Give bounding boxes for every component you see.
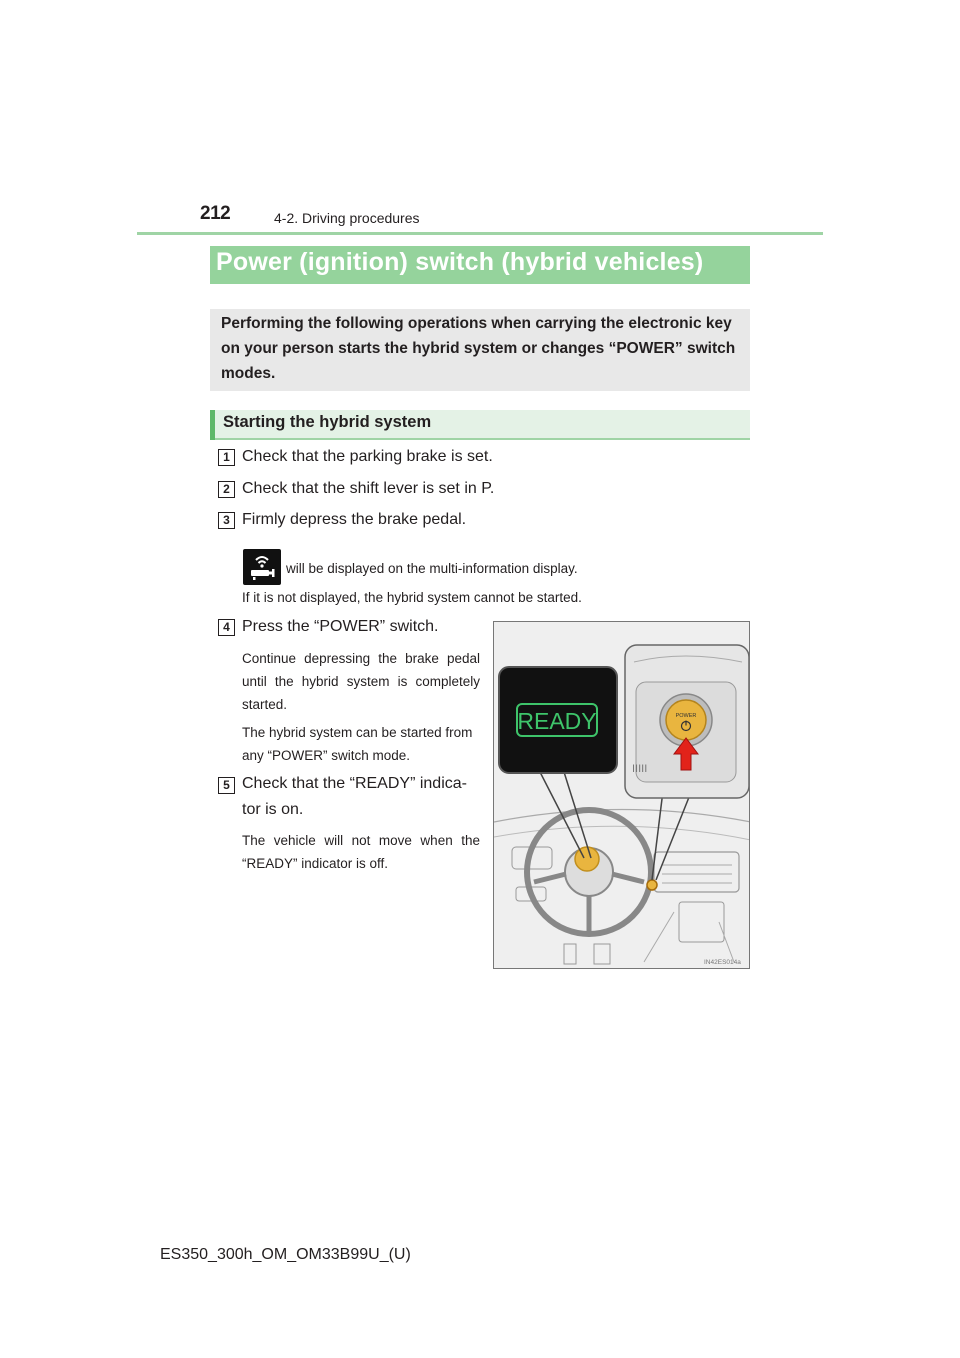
step-text-2: Check that the shift lever is set in P. (242, 480, 495, 497)
step-text-4: Press the “POWER” switch. (242, 618, 439, 635)
step-text-3: Firmly depress the brake pedal. (242, 511, 467, 528)
section-heading: 4-2. Driving procedures (274, 210, 420, 226)
step-text-5-line1: Check that the “READY” indica- (242, 775, 467, 792)
page-title: Power (ignition) switch (hybrid vehicles) (216, 248, 704, 276)
figure-code: IN42ES014a (704, 959, 741, 966)
indicator-displayed-note: will be displayed on the multi-information display. (286, 561, 578, 576)
subsection-title: Starting the hybrid system (223, 413, 432, 431)
step-number-5: 5 (218, 777, 235, 794)
step-number-3: 3 (218, 512, 235, 529)
continue-depressing-note: Continue depressing the brake pedal until the hybrid system is completely started. (242, 651, 480, 712)
hybrid-start-indicator-icon (243, 549, 281, 585)
not-displayed-note: If it is not displayed, the hybrid system cannot be started. (242, 590, 582, 605)
page-number: 212 (200, 203, 231, 224)
header-rule (137, 232, 823, 235)
step-text-1: Check that the parking brake is set. (242, 448, 493, 465)
footer-code: ES350_300h_OM_OM33B99U_(U) (160, 1246, 411, 1263)
step-number-1: 1 (218, 449, 235, 466)
step-text-5-line2: tor is on. (242, 801, 304, 818)
power-button-label: POWER (675, 713, 697, 719)
any-mode-note: The hybrid system can be started from any “POWER” switch mode. (242, 725, 473, 763)
ready-off-note: The vehicle will not move when the “READY” indicator is off. (242, 833, 480, 871)
step-number-2: 2 (218, 481, 235, 498)
subsection-accent (210, 410, 215, 440)
intro-text: Performing the following operations when carrying the electronic key on your person starts the hybrid system or changes “POWER” switch modes. (221, 315, 736, 382)
ready-indicator-label: READY (517, 708, 597, 734)
svg-text:IIIII: IIIII (632, 763, 648, 775)
step-number-4: 4 (218, 619, 235, 636)
power-switch-illustration (493, 621, 750, 969)
